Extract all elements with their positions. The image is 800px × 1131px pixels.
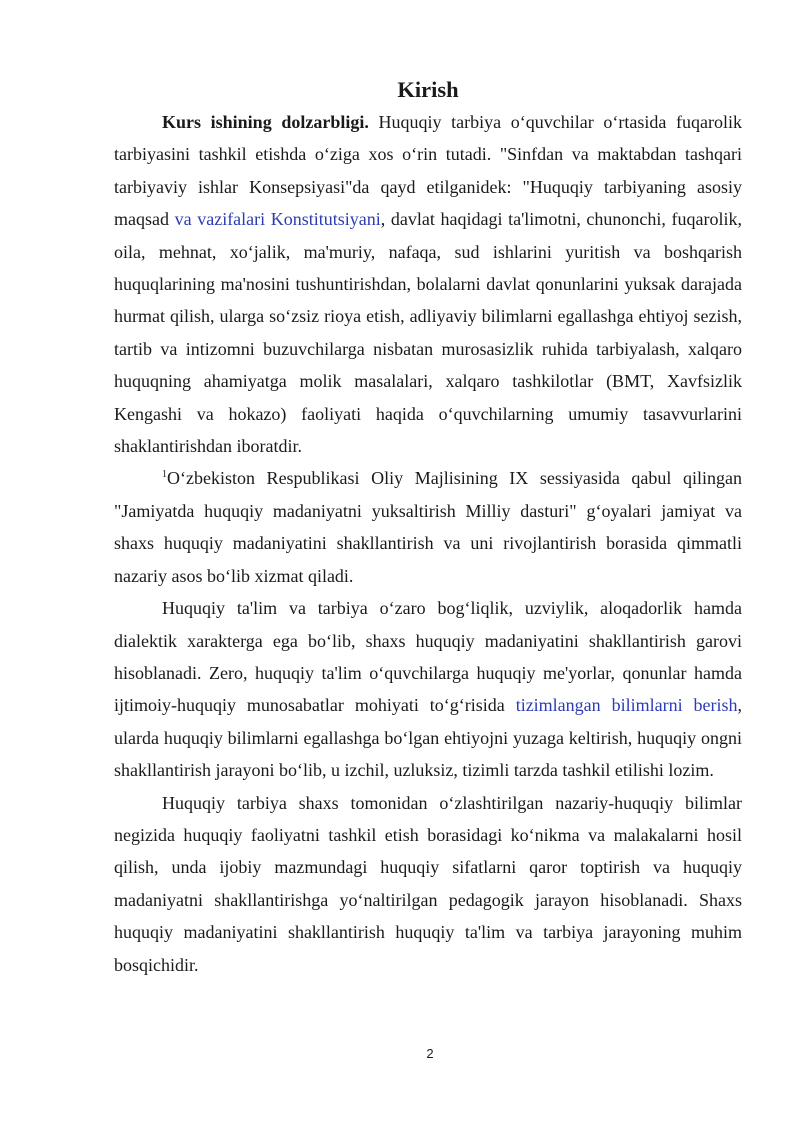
paragraph-relevance bbox=[114, 106, 742, 462]
paragraph-text: O‘zbekiston Respublikasi Oliy Majlisining IX sessiyasida qabul qilingan "Jamiyatda huquqiy madaniyatni yuksaltirish Milliy dasturi" g‘oyalari jamiyat va shaxs huquqiy madaniyatini shakllantirish va uni rivojlantirish borasida qimmatli nazariy asos bo‘lib xizmat qiladi. bbox=[114, 468, 742, 586]
paragraph-legal-upbringing bbox=[114, 787, 742, 981]
paragraph-text: , davlat haqidagi ta'limotni, chunonchi, fuqarolik, oila, mehnat, xo‘jalik, ma'muriy, nafaqa, sud ishlarini yuritish va boshqarish huquqlarining ma'nosini tushuntirishdan, bolalarni davlat qonunlarini yuksak darajada hurmat qilish, ularga so‘zsiz rioya etish, adliyaviy bilimlarni egallashga ehtiyoj sezish, tartib va intizomni buzuvchilarga nisbatan murosasizlik ruhida tarbiyalash, xalqaro huquqning ahamiyatga molik masalalari, xalqaro tashkilotlar (BMT, Xavfsizlik Kengashi va hokazo) faoliyati haqida o‘quvchilarning umumiy tasavvurlarini shaklantirishdan iboratdir. bbox=[114, 209, 742, 457]
paragraph-education bbox=[114, 592, 742, 786]
paragraph-text: , ularda huquqiy bilimlarni egallashga bo‘lgan ehtiyojni yuzaga keltirish, huquqiy ongni shakllantirish jarayoni bo‘lib, u izchil, uzluksiz, tizimli tarzda tashkil etilishi lozim. bbox=[114, 695, 743, 781]
page-title: Kirish bbox=[397, 77, 459, 102]
paragraph-lead: Kurs ishining dolzarbligi. bbox=[162, 112, 369, 132]
footnote-mark[interactable]: 1 bbox=[162, 469, 167, 481]
paragraph-text: Huquqiy tarbiya shaxs tomonidan o‘zlashtirilgan nazariy-huquqiy bilimlar negizida huquqiy faoliyatni tashkil etish borasidagi ko‘nikma va malakalarni hosil qilish, unda ijobiy mazmundagi huquqiy sifatlarni qaror toptirish va huquqiy madaniyatni shakllantirishga yo‘naltirilgan pedagogik jarayon hisoblanadi. Shaxs huquqiy madaniyatini shakllantirish huquqiy ta'lim va tarbiya jarayoning muhim bosqichidir. bbox=[114, 792, 742, 975]
inline-link-systematic-knowledge[interactable]: tizimlangan bilimlarni berish bbox=[515, 695, 738, 716]
inline-link-constitution[interactable]: va vazifalari Konstitutsiyani bbox=[174, 209, 381, 230]
paragraph-text: Huquqiy tarbiya o‘quvchilar o‘rtasida fuqarolik tarbiyasini tashkil etishda o‘ziga xos o‘rin tutadi. "Sinfdan va maktabdan tashqari tarbiyaviy ishlar Konsepsiyasi"da qayd etilganidek: "Huquqiy tarbiyaning asosiy maqsad bbox=[114, 112, 742, 230]
paragraph-national-program bbox=[114, 462, 742, 592]
document-page bbox=[114, 74, 742, 981]
page-number: 2 bbox=[426, 1046, 434, 1061]
paragraph-text: Huquqiy ta'lim va tarbiya o‘zaro bog‘liqlik, uzviylik, aloqadorlik hamda dialektik xarakterga ega bo‘lib, shaxs huquqiy madaniyatini shakllantirish garovi hisoblanadi. Zero, huquqiy ta'lim o‘quvchilarga huquqiy me'yorlar, qonunlar hamda ijtimoiy-huquqiy munosabatlar mohiyati to‘g‘risida bbox=[114, 598, 742, 716]
